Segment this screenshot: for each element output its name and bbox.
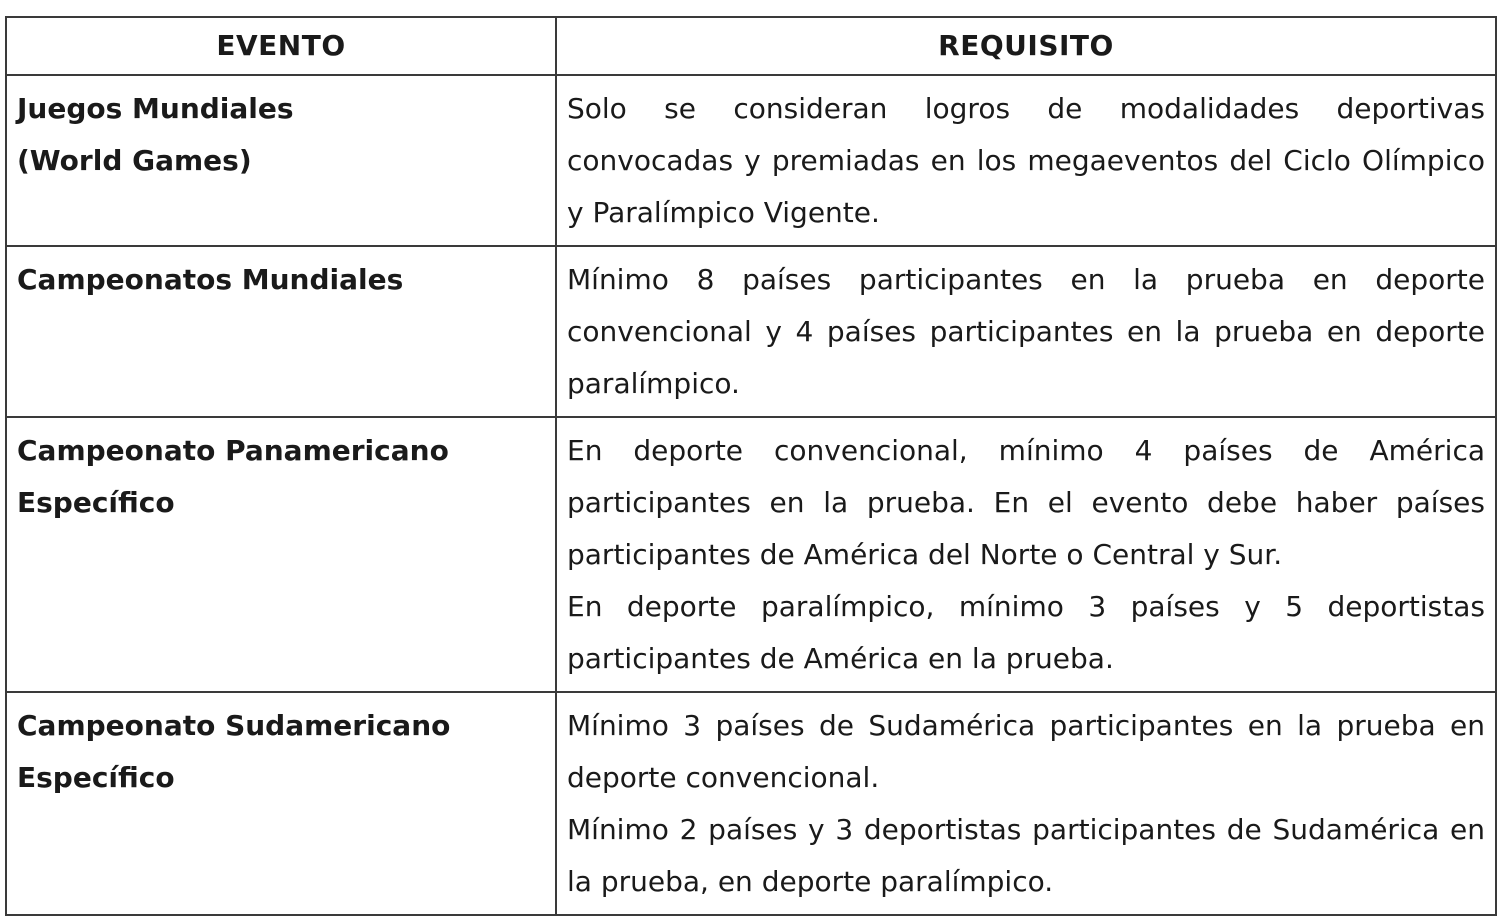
requirement-text: Mínimo 2 países y 3 deportistas participantes de Sudamérica en la prueba, en deporte paralímpico. <box>567 813 1485 898</box>
header-requisito: REQUISITO <box>556 17 1496 75</box>
requirement-cell <box>556 75 1496 246</box>
event-name: Juegos Mundiales <box>17 92 294 125</box>
requirement-text: En deporte paralímpico, mínimo 3 países y 5 deportistas participantes de América en la prueba. <box>567 590 1485 675</box>
requirement-cell <box>556 692 1496 915</box>
requirement-text: Mínimo 8 países participantes en la prueba en deporte convencional y 4 países participantes en la prueba en deporte paralímpico. <box>567 263 1485 400</box>
event-cell <box>6 246 556 417</box>
requirements-table-container <box>5 16 1495 916</box>
event-name: Específico <box>17 486 175 519</box>
event-name: Campeonato Sudamericano <box>17 709 451 742</box>
event-name: Campeonatos Mundiales <box>17 263 404 296</box>
event-name: (World Games) <box>17 144 252 177</box>
table-row <box>6 75 1496 246</box>
table-row <box>6 417 1496 692</box>
table-row <box>6 246 1496 417</box>
event-cell <box>6 692 556 915</box>
requirement-text: Mínimo 3 países de Sudamérica participantes en la prueba en deporte convencional. <box>567 709 1485 794</box>
requirement-cell <box>556 417 1496 692</box>
event-name: Campeonato Panamericano <box>17 434 449 467</box>
requirement-text: Solo se consideran logros de modalidades deportivas convocadas y premiadas en los megaeventos del Ciclo Olímpico y Paralímpico Vigente. <box>567 92 1485 229</box>
event-name: Específico <box>17 761 175 794</box>
table-header-row <box>6 17 1496 75</box>
requirement-text: En deporte convencional, mínimo 4 países de América participantes en la prueba. En el evento debe haber países participantes de América del Norte o Central y Sur. <box>567 434 1485 571</box>
table-row <box>6 692 1496 915</box>
requirement-cell <box>556 246 1496 417</box>
header-evento: EVENTO <box>6 17 556 75</box>
event-cell <box>6 75 556 246</box>
event-cell <box>6 417 556 692</box>
requirements-table <box>5 16 1497 916</box>
